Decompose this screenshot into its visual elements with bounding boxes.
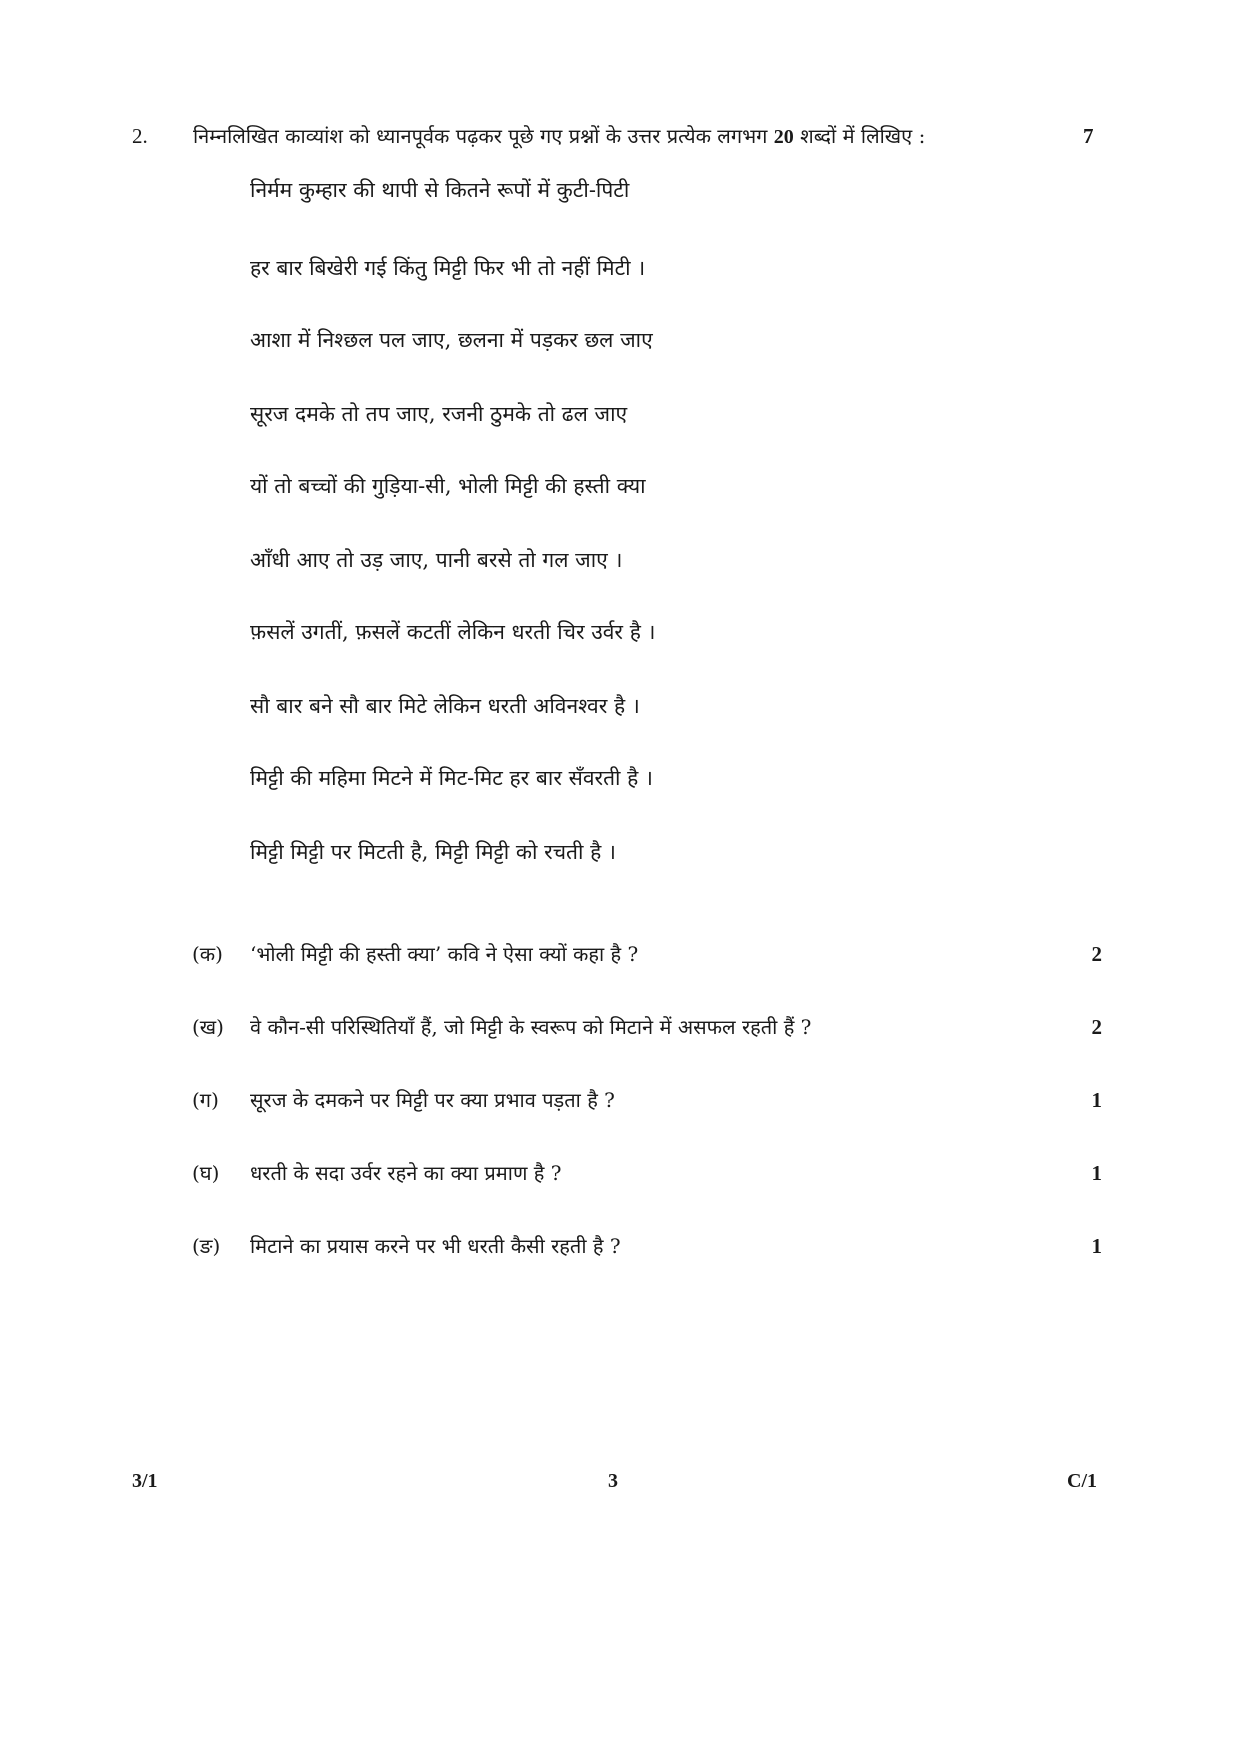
sub-question-marks: 2 xyxy=(1091,942,1102,966)
sub-question-text: सूरज के दमकने पर मिट्टी पर क्या प्रभाव पड़ता है ? xyxy=(250,1088,615,1112)
sub-question xyxy=(192,940,1102,970)
sub-question-marks: 1 xyxy=(1091,1088,1102,1112)
question-marks: 7 xyxy=(1083,124,1094,148)
poem-stanza xyxy=(250,0,1050,980)
sub-question-marks: 1 xyxy=(1091,1161,1102,1185)
sub-question-label: (ख) xyxy=(192,1015,224,1039)
sub-question xyxy=(192,1086,1102,1116)
sub-question-label: (क) xyxy=(192,942,223,966)
footer-paper-code: 3/1 xyxy=(132,1470,158,1492)
poem-line: सूरज दमके तो तप जाए, रजनी ठुमके तो ढल जाए xyxy=(250,402,628,426)
sub-question xyxy=(192,1159,1102,1189)
poem-line: आशा में निश्छल पल जाए, छलना में पड़कर छल जाए xyxy=(250,328,653,352)
poem-line: निर्मम कुम्हार की थापी से कितने रूपों में कुटी-पिटी xyxy=(250,178,630,202)
instruction-text-end: शब्दों में लिखिए : xyxy=(793,124,926,148)
sub-question-label: (ग) xyxy=(192,1088,219,1112)
sub-question-text: मिटाने का प्रयास करने पर भी धरती कैसी रहती है ? xyxy=(250,1234,621,1258)
poem-line: मिट्टी मिट्टी पर मिटती है, मिट्टी मिट्टी को रचती है । xyxy=(250,840,616,864)
sub-question xyxy=(192,1232,1102,1262)
sub-question-text: ‘भोली मिट्टी की हस्ती क्या’ कवि ने ऐसा क्यों कहा है ? xyxy=(250,942,639,966)
footer-set-code: C/1 xyxy=(1067,1470,1097,1492)
poem-line: आँधी आए तो उड़ जाए, पानी बरसे तो गल जाए । xyxy=(250,548,623,572)
instruction-text-start: निम्नलिखित काव्यांश को ध्यानपूर्वक पढ़कर पूछे गए प्रश्नों के उत्तर प्रत्येक लगभग xyxy=(193,124,774,148)
instruction-word-count: 20 xyxy=(773,126,794,148)
question-number: 2. xyxy=(132,124,148,148)
sub-question-text: वे कौन-सी परिस्थितियाँ हैं, जो मिट्टी के स्वरूप को मिटाने में असफल रहती हैं ? xyxy=(250,1015,812,1039)
sub-question-label: (ङ) xyxy=(192,1234,221,1258)
sub-question-marks: 1 xyxy=(1091,1234,1102,1258)
poem-line: सौ बार बने सौ बार मिटे लेकिन धरती अविनश्वर है । xyxy=(250,694,640,718)
sub-question xyxy=(192,1013,1102,1043)
poem-line: हर बार बिखेरी गई किंतु मिट्टी फिर भी तो नहीं मिटी । xyxy=(250,256,646,280)
sub-question-text: धरती के सदा उर्वर रहने का क्या प्रमाण है ? xyxy=(250,1161,562,1185)
footer-page-number: 3 xyxy=(608,1470,618,1492)
poem-line: यों तो बच्चों की गुड़िया-सी, भोली मिट्टी की हस्ती क्या xyxy=(250,474,646,498)
poem-line: मिट्टी की महिमा मिटने में मिट-मिट हर बार सँवरती है । xyxy=(250,766,653,790)
sub-question-marks: 2 xyxy=(1091,1015,1102,1039)
sub-question-label: (घ) xyxy=(192,1161,220,1185)
poem-line: फ़सलें उगतीं, फ़सलें कटतीं लेकिन धरती चिर उर्वर है । xyxy=(250,620,656,644)
